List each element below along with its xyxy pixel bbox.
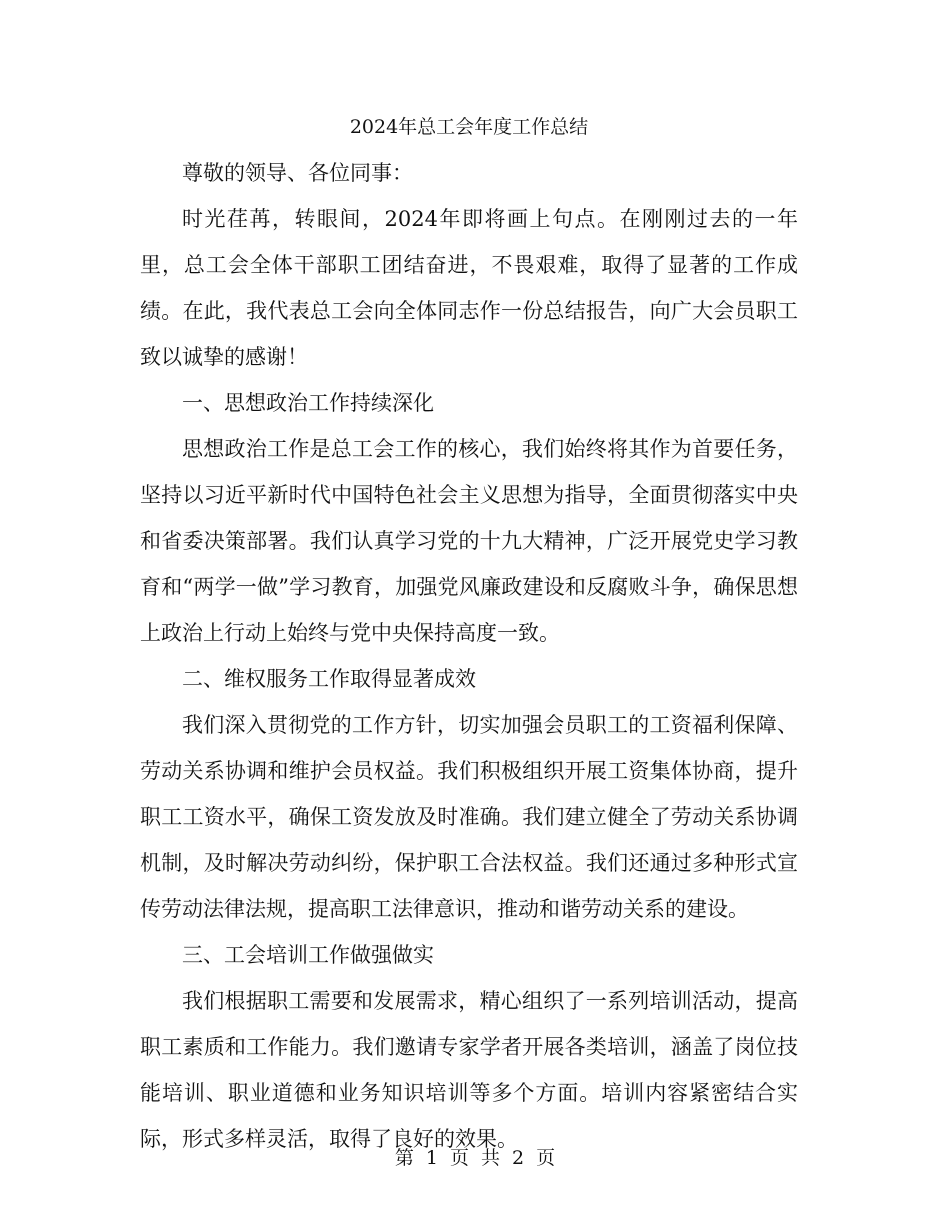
section-body-1: 思想政治工作是总工会工作的核心，我们始终将其作为首要任务，坚持以习近平新时代中国特色社会主义思想为指导，全面贯彻落实中央和省委决策部署。我们认真学习党的十九大精神，广泛开展党史学习教育和“两学一做”学习教育，加强党风廉政建设和反腐败斗争，确保思想上政治上行动上始终与党中央保持高度一致。 (140, 437, 798, 645)
document-title: 2024年总工会年度工作总结 (349, 116, 589, 138)
page-number-footer: 第 1 页 共 2 页 (394, 1147, 556, 1169)
document-body (140, 104, 798, 1162)
section-heading-3: 三、工会培训工作做强做实 (182, 943, 434, 967)
intro-paragraph: 时光荏苒，转眼间，2024年即将画上句点。在刚刚过去的一年里，总工会全体干部职工团结奋进，不畏艰难，取得了显著的工作成绩。在此，我代表总工会向全体同志作一份总结报告，向广大会员职工致以诚挚的感谢！ (140, 207, 798, 369)
section-heading-1: 一、思想政治工作持续深化 (182, 391, 434, 415)
section-body-3: 我们根据职工需要和发展需求，精心组织了一系列培训活动，提高职工素质和工作能力。我们邀请专家学者开展各类培训，涵盖了岗位技能培训、职业道德和业务知识培训等多个方面。培训内容紧密结合实际，形式多样灵活，取得了良好的效果。 (140, 989, 798, 1151)
section-body-2: 我们深入贯彻党的工作方针，切实加强会员职工的工资福利保障、劳动关系协调和维护会员权益。我们积极组织开展工资集体协商，提升职工工资水平，确保工资发放及时准确。我们建立健全了劳动关系协调机制，及时解决劳动纠纷，保护职工合法权益。我们还通过多种形式宣传劳动法律法规，提高职工法律意识，推动和谐劳动关系的建设。 (140, 713, 798, 921)
section-heading-2: 二、维权服务工作取得显著成效 (182, 667, 476, 691)
salutation: 尊敬的领导、各位同事： (182, 161, 413, 185)
